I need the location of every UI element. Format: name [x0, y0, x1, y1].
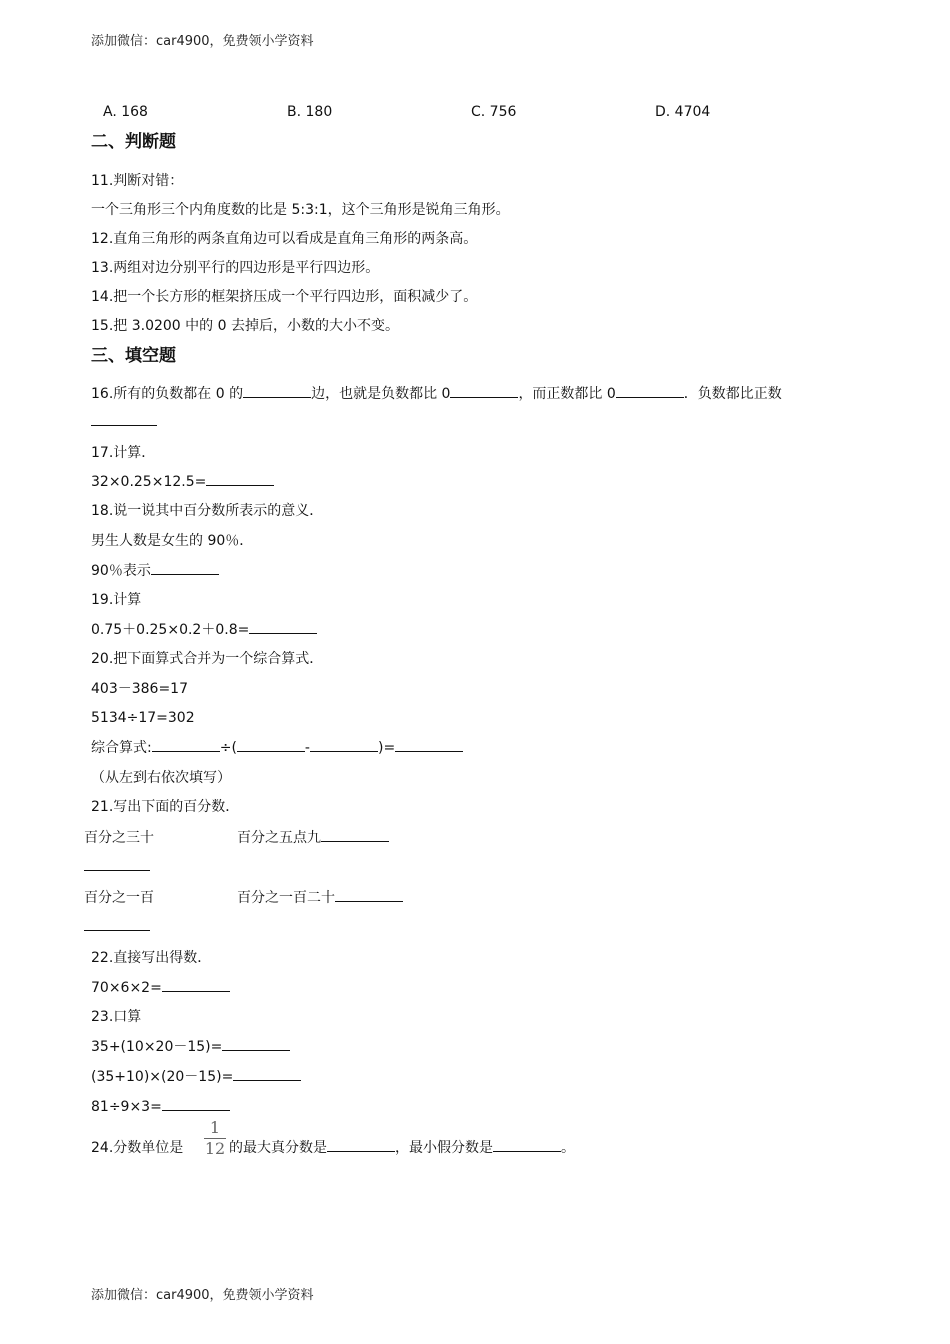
q21-blank-c-line [84, 920, 150, 934]
q24-blank-1[interactable] [327, 1150, 395, 1152]
q22-line [91, 981, 230, 995]
q23-expr2: (35+10)×(20－15)= [91, 1069, 234, 1085]
q23-expr3: 81÷9×3= [91, 1099, 162, 1115]
q16-text-d: ．负数都比正数 [683, 386, 782, 402]
q20-div: ÷( [219, 740, 237, 756]
fraction-numerator: 1 [209, 1118, 221, 1137]
q20-blank-1[interactable] [152, 750, 220, 752]
q23-blank-2[interactable] [233, 1079, 301, 1081]
q11-statement: 一个三角形三个内角度数的比是 5:3:1，这个三角形是锐角三角形。 [91, 202, 510, 218]
q19-title: 19.计算 [91, 592, 142, 608]
q24-end: 。 [561, 1140, 575, 1156]
q18-prompt: 90％表示 [91, 563, 151, 579]
q20-blank-3[interactable] [310, 750, 378, 752]
q24-middle2: ，最小假分数是 [395, 1140, 493, 1156]
q20-title: 20.把下面算式合并为一个综合算式． [91, 651, 324, 667]
q16-text-b: 边，也就是负数都比 0 [311, 386, 451, 402]
q20-line3 [91, 741, 463, 755]
q23-line3 [91, 1100, 230, 1114]
q21-item-a: 百分之三十 [84, 830, 154, 846]
q21-item-d: 百分之一百二十 [237, 890, 335, 906]
q23-line1 [91, 1040, 290, 1054]
q20-blank-4[interactable] [395, 750, 463, 752]
q24-blank-2[interactable] [493, 1150, 561, 1152]
choice-c: C. 756 [471, 104, 517, 120]
q20-close: )= [377, 740, 396, 756]
fraction-one-twelfth [203, 1120, 227, 1157]
q23-title: 23.口算 [91, 1009, 142, 1025]
q16-blank-1[interactable] [243, 396, 311, 398]
q16-text-c: ，而正数都比 0 [518, 386, 616, 402]
q22-title: 22.直接写出得数． [91, 950, 212, 966]
q20-blank-2[interactable] [237, 750, 305, 752]
q21-item-d-line [237, 891, 403, 905]
q24-middle: 的最大真分数是 [229, 1140, 327, 1156]
q11-title: 11.判断对错： [91, 173, 184, 189]
q24-rest [229, 1141, 575, 1155]
q23-blank-1[interactable] [222, 1049, 290, 1051]
q16-blank-2[interactable] [450, 396, 518, 398]
choice-b: B. 180 [287, 104, 333, 120]
q20-line1: 403－386=17 [91, 681, 188, 697]
q19-line [91, 623, 317, 637]
choice-a: A. 168 [103, 104, 148, 120]
q21-item-c: 百分之一百 [84, 890, 154, 906]
q12: 12.直角三角形的两条直角边可以看成是直角三角形的两条高。 [91, 231, 478, 247]
q16-blank-3[interactable] [616, 396, 684, 398]
q21-title: 21.写出下面的百分数． [91, 799, 240, 815]
q23-expr1: 35+(10×20－15)= [91, 1039, 223, 1055]
q18-line2 [91, 564, 219, 578]
q21-blank-d[interactable] [335, 900, 403, 902]
q21-blank-c[interactable] [84, 929, 150, 931]
q17-line [91, 475, 274, 489]
q23-blank-3[interactable] [162, 1109, 230, 1111]
section3-title: 三、填空题 [91, 346, 176, 366]
q17-title: 17.计算． [91, 445, 156, 461]
q16-line [91, 387, 782, 401]
q18-title: 18.说一说其中百分数所表示的意义． [91, 503, 324, 519]
watermark-bottom: 添加微信：car4900，免费领小学资料 [91, 1288, 314, 1303]
q16-line2 [91, 415, 157, 429]
q20-note: （从左到右依次填写） [91, 770, 231, 786]
q20-label: 综合算式: [91, 740, 152, 756]
q21-item-b-line [237, 831, 389, 845]
q22-blank[interactable] [162, 990, 230, 992]
q21-blank-a-line [84, 860, 150, 874]
q17-expr: 32×0.25×12.5= [91, 474, 207, 490]
q24-prefix: 24.分数单位是 [91, 1140, 184, 1156]
q16-text-a: 16.所有的负数都在 0 的 [91, 386, 244, 402]
q20-line2: 5134÷17=302 [91, 710, 195, 726]
q15: 15.把 3.0200 中的 0 去掉后，小数的大小不变。 [91, 318, 399, 334]
q20-minus: - [304, 740, 310, 756]
section2-title: 二、判断题 [91, 132, 176, 152]
q22-expr: 70×6×2= [91, 980, 162, 996]
q23-line2 [91, 1070, 301, 1084]
q14: 14.把一个长方形的框架挤压成一个平行四边形，面积减少了。 [91, 289, 478, 305]
q21-blank-a[interactable] [84, 869, 150, 871]
q18-line1: 男生人数是女生的 90％． [91, 533, 254, 549]
q21-blank-b[interactable] [321, 840, 389, 842]
q13: 13.两组对边分别平行的四边形是平行四边形。 [91, 260, 380, 276]
choice-d: D. 4704 [655, 104, 711, 120]
fraction-denominator: 12 [204, 1139, 226, 1158]
q19-blank[interactable] [249, 632, 317, 634]
q16-blank-4[interactable] [91, 424, 157, 426]
q18-blank[interactable] [151, 573, 219, 575]
q19-expr: 0.75＋0.25×0.2＋0.8= [91, 622, 250, 638]
watermark-top: 添加微信：car4900，免费领小学资料 [91, 34, 314, 49]
q17-blank[interactable] [206, 484, 274, 486]
q21-item-b: 百分之五点九 [237, 830, 321, 846]
